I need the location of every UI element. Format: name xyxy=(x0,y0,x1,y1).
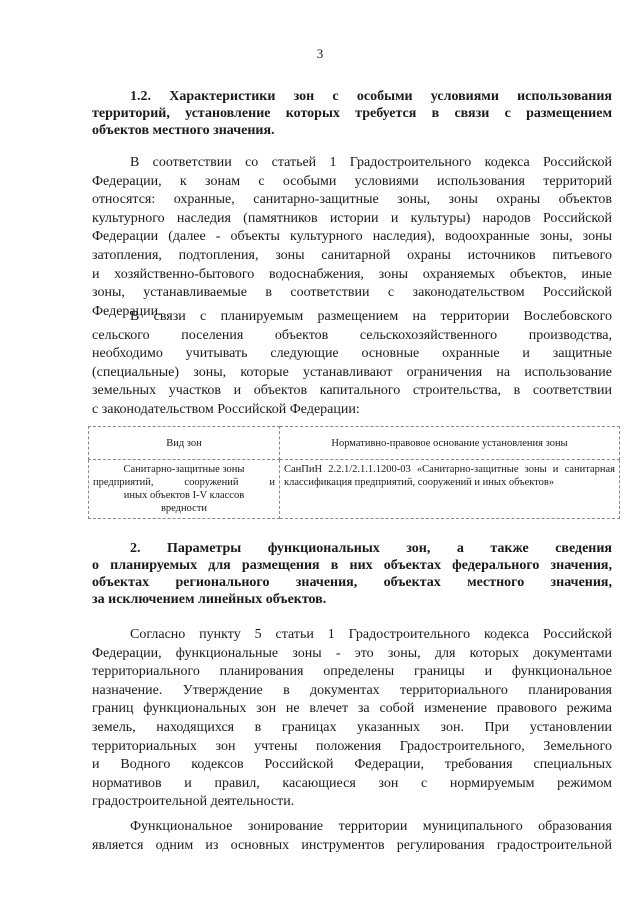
text-line: В соответствии со статьей 1 Градостроительного кодекса Российской xyxy=(130,155,612,170)
zone-type-line: предприятий, сооружений и xyxy=(93,477,275,488)
paragraph-planned-placement xyxy=(92,308,612,420)
section-title-2 xyxy=(92,540,612,608)
zone-type-line: иных объектов I-V классов xyxy=(123,490,245,501)
title-line: за исключением линейных объектов. xyxy=(92,592,327,607)
zone-type-line: Санитарно-защитные зоны xyxy=(123,464,245,475)
text-line: В связи с планируемым размещением на территории Вослебовского xyxy=(130,309,612,324)
text-line: назначение. Утверждение в документах территориального планирования xyxy=(92,682,612,698)
table-row xyxy=(89,460,620,519)
legal-basis-cell: СанПиН 2.2.1/2.1.1.1200-03 «Санитарно-защитные зоны и санитарная классификация предприятий, сооружений и иных объектов» xyxy=(280,460,620,519)
title-line: объектов местного значения. xyxy=(92,123,275,138)
title-line: территорий, установление которых требуется в связи с размещением xyxy=(92,106,612,121)
text-line: необходимо учитывать следующие основные охранные и защитные xyxy=(92,346,612,362)
zone-type-cell xyxy=(89,460,280,519)
text-line: зоны, устанавливаемые в соответствии с законодательством Российской xyxy=(92,285,612,301)
text-line: с законодательством Российской Федерации: xyxy=(92,401,360,417)
paragraph-functional-zones xyxy=(92,626,612,812)
text-line: сельского поселения объектов сельскохозяйственного производства, xyxy=(92,327,612,343)
text-line: (специальные) зоны, которые устанавливают ограничения на использование xyxy=(92,364,612,380)
zone-table xyxy=(88,426,620,519)
title-line: 1.2. Характеристики зон с особыми условиями использования xyxy=(130,89,612,104)
text-line: земель, находящихся в границах указанных зон. При установлении xyxy=(92,719,612,735)
section-title-1-2 xyxy=(92,88,612,139)
table-header-row xyxy=(89,427,620,460)
text-line: Федерации. xyxy=(92,303,162,319)
text-line: территориального планирования определены границы и функциональное xyxy=(92,664,612,680)
text-line: затопления, подтопления, зоны санитарной охраны источников питьевого xyxy=(92,247,612,263)
text-line: Федерации (далее - объекты культурного наследия), водоохранные зоны, зоны xyxy=(92,229,612,245)
text-line: Функциональное зонирование территории муниципального образования xyxy=(130,819,612,834)
text-line: нормативов и правил, касающиеся зон с нормируемым режимом xyxy=(92,775,612,791)
text-line: культурного наследия (памятников истории и культуры) народов Российской xyxy=(92,210,612,226)
text-line: и Водного кодексов Российской Федерации, требования специальных xyxy=(92,757,612,773)
text-line: и хозяйственно-бытового водоснабжения, зоны охраняемых объектов, иные xyxy=(92,266,612,282)
text-line: Федерации, функциональные зоны - это зоны, для которых документами xyxy=(92,645,612,661)
page-number: 3 xyxy=(316,46,324,61)
text-line: относятся: охранные, санитарно-защитные зоны, зоны охраны объектов xyxy=(92,192,612,208)
text-line: территориальных зон учтены положения Градостроительного, Земельного xyxy=(92,738,612,754)
text-line: градостроительной деятельности. xyxy=(92,794,295,810)
table-header-zone-type: Вид зон xyxy=(89,427,280,460)
text-line: является одним из основных инструментов регулирования градостроительной xyxy=(92,837,612,853)
zone-type-line: вредности xyxy=(160,503,208,514)
paragraph-zones-definition xyxy=(92,154,612,321)
text-line: границ функциональных зон не влечет за собой изменение правового режима xyxy=(92,701,612,717)
text-line: Федерации, к зонам с особыми условиями использования территорий xyxy=(92,173,612,189)
table-header-legal-basis: Нормативно-правовое основание установления зоны xyxy=(280,427,620,460)
paragraph-functional-zoning xyxy=(92,818,612,855)
text-line: Согласно пункту 5 статьи 1 Градостроительного кодекса Российской xyxy=(130,627,612,642)
title-line: объектах регионального значения, объектах местного значения, xyxy=(92,575,612,590)
title-line: 2. Параметры функциональных зон, а также сведения xyxy=(130,541,612,556)
text-line: земельных участков и объектов капитального строительства, в соответствии xyxy=(92,383,612,399)
title-line: о планируемых для размещения в них объектах федерального значения, xyxy=(92,558,612,573)
